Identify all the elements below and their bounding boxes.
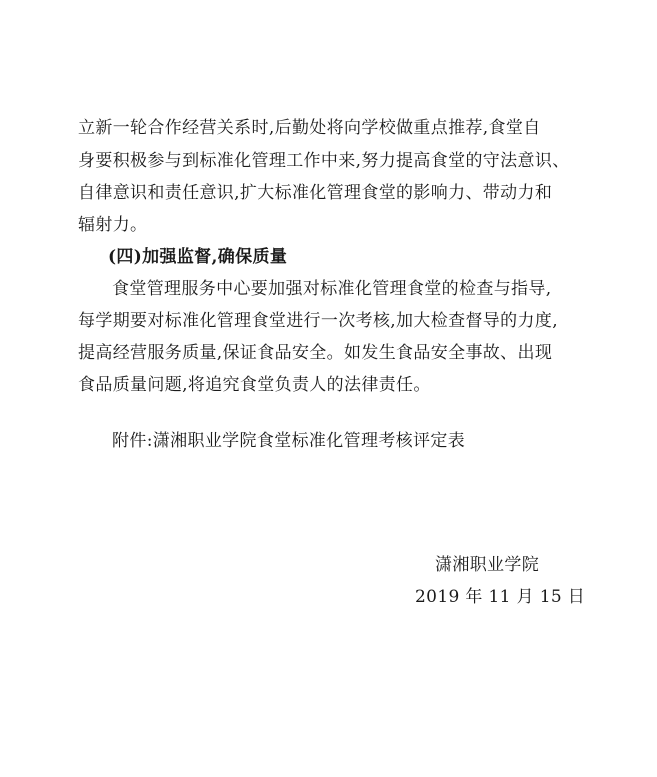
body-text-line: 辐射力。 <box>78 215 148 235</box>
section-heading: (四)加强监督,确保质量 <box>108 247 288 267</box>
body-text-line: 身要积极参与到标准化管理工作中来,努力提高食堂的守法意识、 <box>78 151 570 171</box>
attachment-note: 附件:潇湘职业学院食堂标准化管理考核评定表 <box>112 431 466 451</box>
body-text-line: 食品质量问题,将追究食堂负责人的法律责任。 <box>78 375 431 395</box>
body-text-line: 立新一轮合作经营关系时,后勤处将向学校做重点推荐,食堂自 <box>78 118 541 138</box>
body-text-line: 食堂管理服务中心要加强对标准化管理食堂的检查与指导, <box>112 279 552 299</box>
body-text-line: 自律意识和责任意识,扩大标准化管理食堂的影响力、带动力和 <box>78 183 553 203</box>
body-text-line: 每学期要对标准化管理食堂进行一次考核,加大检查督导的力度, <box>78 311 558 331</box>
signature-organization: 潇湘职业学院 <box>435 555 540 575</box>
signature-date: 2019 年 11 月 15 日 <box>415 587 586 607</box>
body-text-line: 提高经营服务质量,保证食品安全。如发生食品安全事故、出现 <box>78 343 553 363</box>
